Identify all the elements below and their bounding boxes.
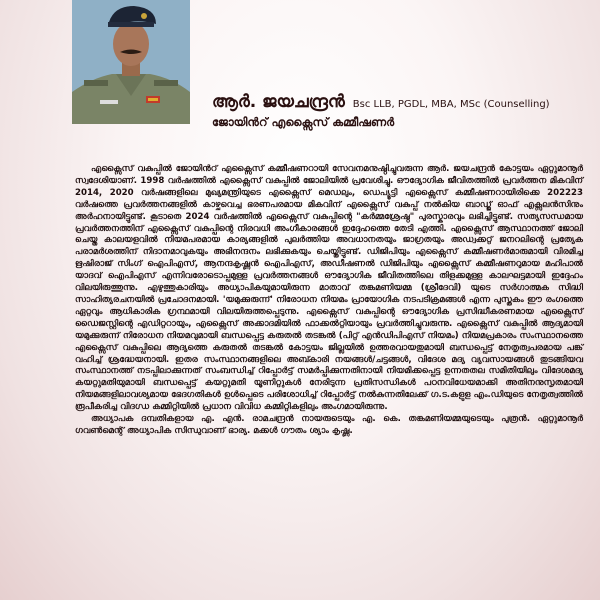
biography-paragraph: അധ്യാപക ദമ്പതികളായ എ. എൻ. രാമചന്ദ്രൻ നായരുടെയും എ. കെ. തങ്കമണിയമ്മയുടെയും പുത്രൻ. ഏറ്റുമാനൂർ ഗവൺമെന്റ് അധ്യാപിക സിന്ധുവാണ് ഭാര്യ. മക്കൾ ഗൗതം ശ്യാം കൃഷ്ണ. <box>75 414 583 436</box>
biography-text <box>75 164 583 438</box>
officer-name: ആർ. ജയചന്ദ്രൻ <box>212 92 345 112</box>
profile-header <box>212 92 592 130</box>
biography-paragraph: എക്സൈസ് വകുപ്പിൽ ജോയിൻറ് എക്സൈസ് കമ്മീഷണറായി സേവനമനുഷ്ഠിച്ചുവരുന്ന ആർ. ജയചന്ദ്രൻ കോട്ടയം ഏറ്റുമാനൂർ സ്വദേശിയാണ്. 1998 വർഷത്തിൽ എക്സൈസ് വകുപ്പിൽ ജോലിയിൽ പ്രവേശിച്ചു. ഔദ്യോഗിക ജീവിതത്തിൽ പ്രവർത്തന മികവിന് 2014, 2020 വർഷങ്ങളിലെ മുഖ്യമന്ത്രിയുടെ എക്സൈസ് മെഡലും, ഡെപ്യൂട്ടി എക്സൈസ് കമ്മീഷണറായിരിക്കെ 202223 വർഷത്തെ പ്രവർത്തനങ്ങളിൽ കാഴ്ചവെച്ച ഭരണപരമായ മികവിന് എക്സൈസ് വകുപ്പ് നൽകിയ ബാഡ്ജ് ഓഫ് എക്സലൻസിനും അർഹനായിട്ടുണ്ട്. കൂടാതെ 2024 വർഷത്തിൽ എക്സൈസ് വകുപ്പിന്റെ "കർമ്മശ്രേഷ്ഠ" പുരസ്കാരവും ലഭിച്ചിട്ടുണ്ട്. സത്യസന്ധമായ പ്രവർത്തനത്തിന് എക്സൈസ് വകുപ്പിന്റെ നിരവധി അംഗീകാരങ്ങൾ ഇദ്ദേഹത്തെ തേടി എത്തി. എക്സൈസ് ആസ്ഥാനത്ത് ജോലി ചെയ്ത കാലയളവിൽ നിയമപരമായ കാര്യങ്ങളിൽ പുലർത്തിയ അവധാനതയും ജാഗ്രതയും അഡ്വക്കറ്റ് ജനറലിന്റെ പ്രത്യേക പരാമർശത്തിന് നിദാനമാവുകയും അഭിനന്ദനം ലഭിക്കുകയും ചെയ്തിട്ടുണ്ട്. ഡിജിപിയും എക്സൈസ് കമ്മീഷണർമാരുമായി വിരമിച്ച ഋഷിരാജ് സിംഗ് ഐപിഎസ്, ആനന്ദകൃഷ്ണൻ ഐപിഎസ്, അഡീഷണൽ ഡിജിപിയും എക്സൈസ് കമ്മീഷണറുമായ മഹിപാൽ യാദവ് ഐപിഎസ് എന്നിവരോടൊപ്പമുള്ള പ്രവർത്തനങ്ങൾ ഔദ്യോഗിക ജീവിതത്തിലെ തിളക്കമുള്ള കാലഘട്ടമായി ഇദ്ദേഹം വിലയിരുത്തുന്നു. എഴുത്തുകാരിയും അധ്യാപികയുമായിരുന്ന മാതാവ് തങ്കമണിയമ്മ (ശ്രീദേവി) യുടെ സർഗാത്മക സിദ്ധി സാഹിത്യരചനയിൽ പ്രചോദനമായി. 'യമുക്കുരുന്ന്' നിരോധന നിയമം പ്രായോഗിക നടപടിക്രമങ്ങൾ എന്ന പുസ്തകം ഈ രംഗത്തെ ഏറ്റവും ആധികാരിക ഗ്രന്ഥമായി വിലയിരുത്തപ്പെടുന്നു. എക്സൈസ് വകുപ്പിന്റെ ഔദ്യോഗിക പ്രസിദ്ധീകരണമായ എക്സൈസ് ഡൈജസ്റ്റിന്റെ എഡിറ്ററായും, എക്സൈസ് അക്കാദമിയിൽ ഫാക്കൽറ്റിയായും പ്രവർത്തിച്ചുവരുന്നു. എക്സൈസ് വകുപ്പിൽ ആദ്യമായി യമുക്കുരുന്ന് നിരോധന നിയമവുമായി ബന്ധപ്പെട്ട കരുതൽ തടങ്കൽ (പിറ്റ് എൻഡിപിഎസ് നിയമം) നിയമപ്രകാരം സംസ്ഥാനത്തെ എക്സൈസ് വകുപ്പിലെ ആദ്യത്തെ കരുതൽ തടങ്കൽ കോട്ടയം ജില്ലയിൽ ഉത്തരവായതുമായി ബന്ധപ്പെട്ട് നേതൃത്വപരമായ പങ്ക് വഹിച്ച് ശ്രദ്ധേയനായി. ഇതര സംസ്ഥാനങ്ങളിലെ അബ്കാരി നയങ്ങൾ/ചട്ടങ്ങൾ, വിദേശ മദ്യ വ്യവസായങ്ങൾ തുടങ്ങിയവ സംസ്ഥാനത്ത് നടപ്പിലാക്കുന്നത് സംബന്ധിച്ച് റിപ്പോർട്ട് സമർപ്പിക്കുന്നതിനായി നിയമിക്കപ്പെട്ട ഉന്നതതല സമിതിയിലും വിദേശമദ്യ കയറ്റുമതിയുമായി ബന്ധപ്പെട്ട് കയറ്റുമതി യൂണിറ്റുകൾ നേരിടുന്ന പ്രതിസന്ധികൾ പഠനവിധേയമാക്കി അതിനനുസൃതമായി നിയമങ്ങളിലാവശ്യമായ ഭേദഗതികൾ ഉൾപ്പെടെ പരിശോധിച്ച് റിപ്പോർട്ട് നൽകുന്നതിലേക്ക് ഗ.ട.കളുള എം.ഡിയുടെ നേതൃത്വത്തിൽ രൂപീകരിച്ച വിദഗ്ധ കമ്മിറ്റിയിൽ പ്രധാന വിവിധ കമ്മിറ്റികളിലും അംഗമായിരുന്നു. <box>75 164 583 413</box>
officer-qualifications: Bsc LLB, PGDL, MBA, MSc (Counselling) <box>352 99 550 110</box>
officer-designation: ജോയിൻറ് എക്സൈസ് കമ്മീഷണർ <box>212 115 395 129</box>
officer-portrait-photo <box>72 0 190 124</box>
name-line <box>212 92 592 112</box>
